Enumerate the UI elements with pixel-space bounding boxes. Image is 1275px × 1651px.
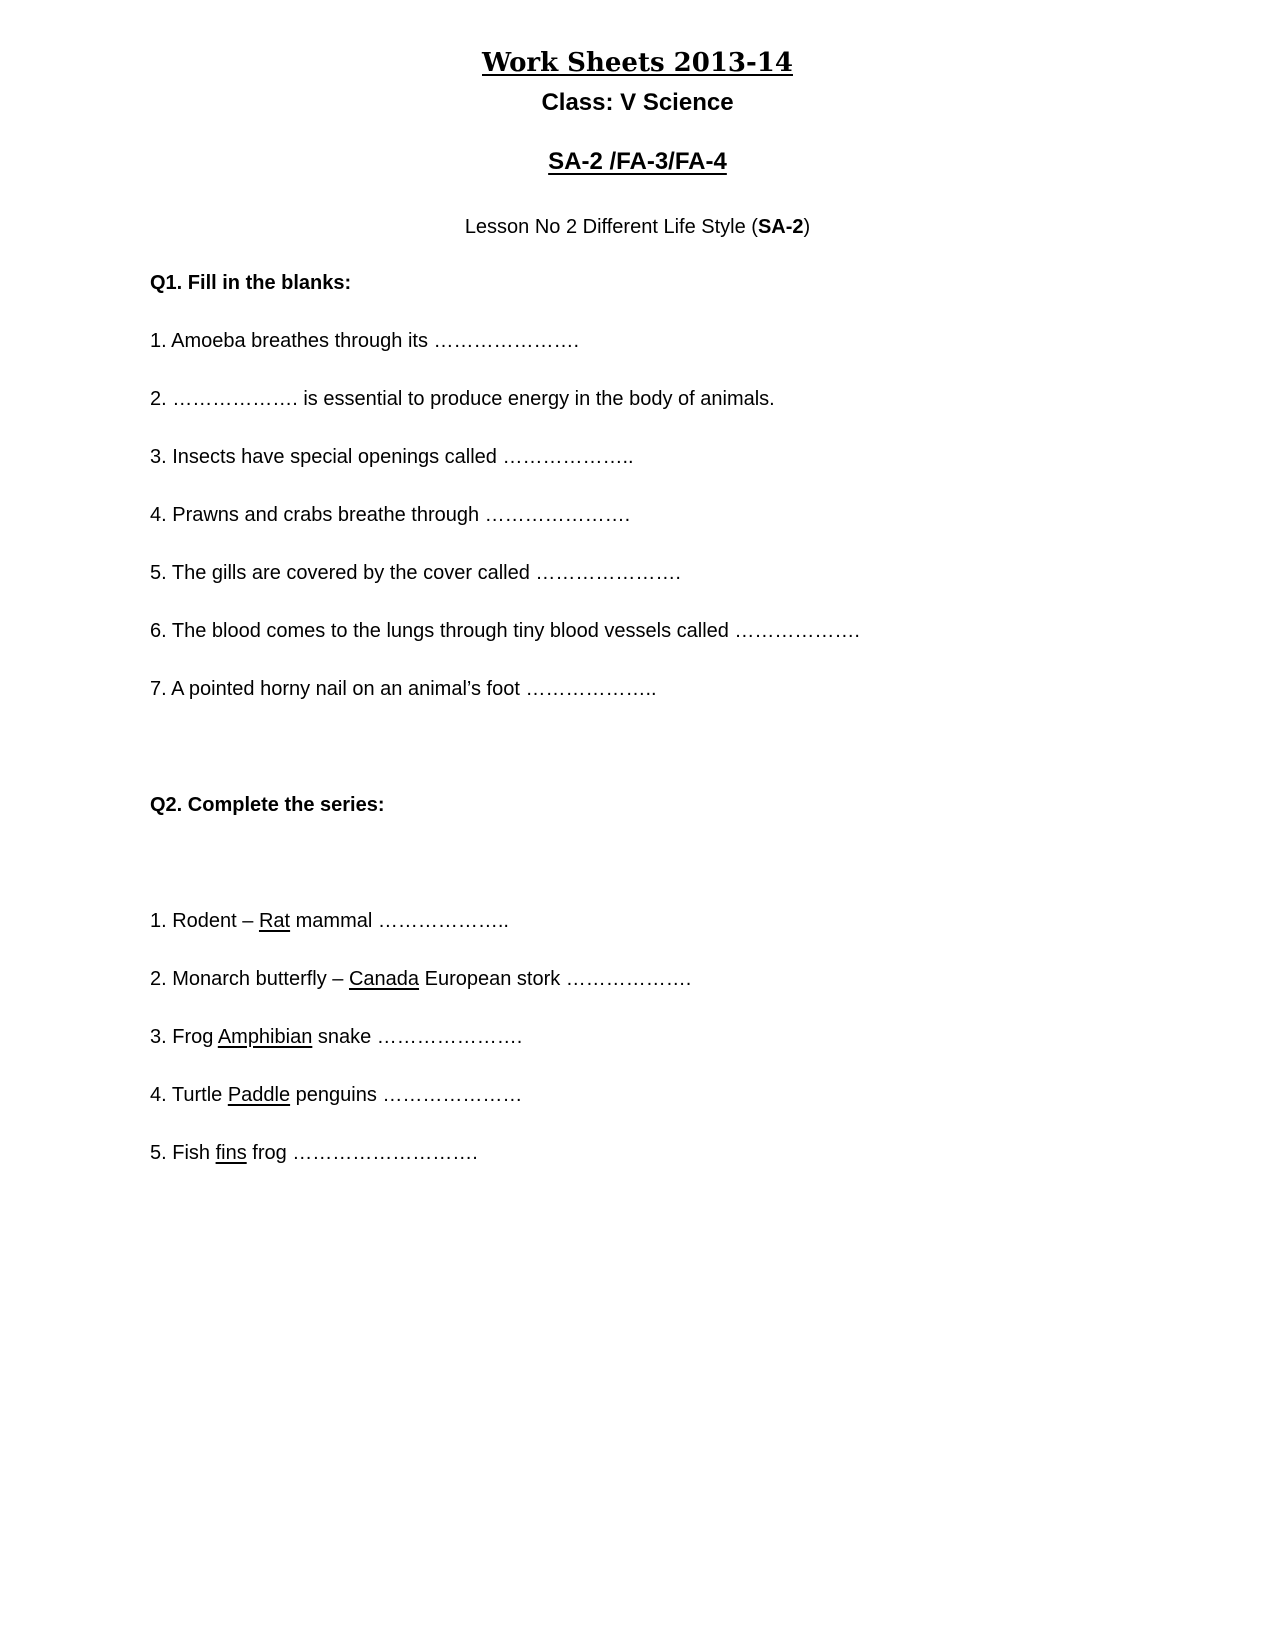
q2-item-5-blank: frog ………………………. xyxy=(246,1142,478,1164)
q2-item-1 xyxy=(150,910,509,933)
q1-item-4: 4. Prawns and crabs breathe through …………………. xyxy=(150,504,631,526)
q1-item-6: 6. The blood comes to the lungs through tiny blood vessels called ………………. xyxy=(150,620,860,642)
q2-item-3-text: 3. Frog xyxy=(150,1026,218,1048)
q2-item-1-blank: mammal ……………….. xyxy=(290,910,509,932)
q1-item-2: 2. ………………. is essential to produce energy in the body of animals. xyxy=(150,388,775,410)
q2-item-2 xyxy=(150,968,691,991)
q2-item-5-text: 5. Fish xyxy=(150,1142,216,1164)
lesson-line xyxy=(0,216,1275,239)
q2-item-5 xyxy=(150,1142,478,1165)
q2-item-1-underlined: Rat xyxy=(258,910,291,932)
q2-item-4-text: 4. Turtle xyxy=(150,1084,228,1106)
lesson-close: ) xyxy=(803,216,811,238)
q1-item-1: 1. Amoeba breathes through its …………………. xyxy=(150,330,580,352)
class-line: Class: V Science xyxy=(541,89,734,116)
q2-item-4 xyxy=(150,1084,522,1107)
worksheet-title: Work Sheets 2013-14 xyxy=(482,48,793,78)
q2-item-5-underlined: fins xyxy=(215,1142,247,1164)
q2-item-3 xyxy=(150,1026,522,1049)
q2-item-2-text: 2. Monarch butterfly – xyxy=(150,968,349,990)
q2-item-2-underlined: Canada xyxy=(348,968,420,990)
lesson-text: Lesson No 2 Different Life Style ( xyxy=(464,216,758,238)
q2-item-1-text: 1. Rodent – xyxy=(150,910,259,932)
q2-item-2-blank: European stork ………………. xyxy=(419,968,692,990)
q2-heading: Q2. Complete the series: xyxy=(150,794,385,816)
q2-item-4-blank: penguins ………………… xyxy=(290,1084,523,1106)
q2-item-3-blank: snake …………………. xyxy=(312,1026,523,1048)
q1-heading: Q1. Fill in the blanks: xyxy=(150,272,352,294)
q2-item-4-underlined: Paddle xyxy=(227,1084,291,1106)
exam-line: SA-2 /FA-3/FA-4 xyxy=(548,148,727,175)
q1-item-5: 5. The gills are covered by the cover called …………………. xyxy=(150,562,681,584)
q1-item-3: 3. Insects have special openings called ……………….. xyxy=(150,446,634,468)
lesson-bold: SA-2 xyxy=(757,216,804,238)
q1-item-7: 7. A pointed horny nail on an animal’s foot ……………….. xyxy=(150,678,657,700)
q2-item-3-underlined: Amphibian xyxy=(217,1026,313,1048)
